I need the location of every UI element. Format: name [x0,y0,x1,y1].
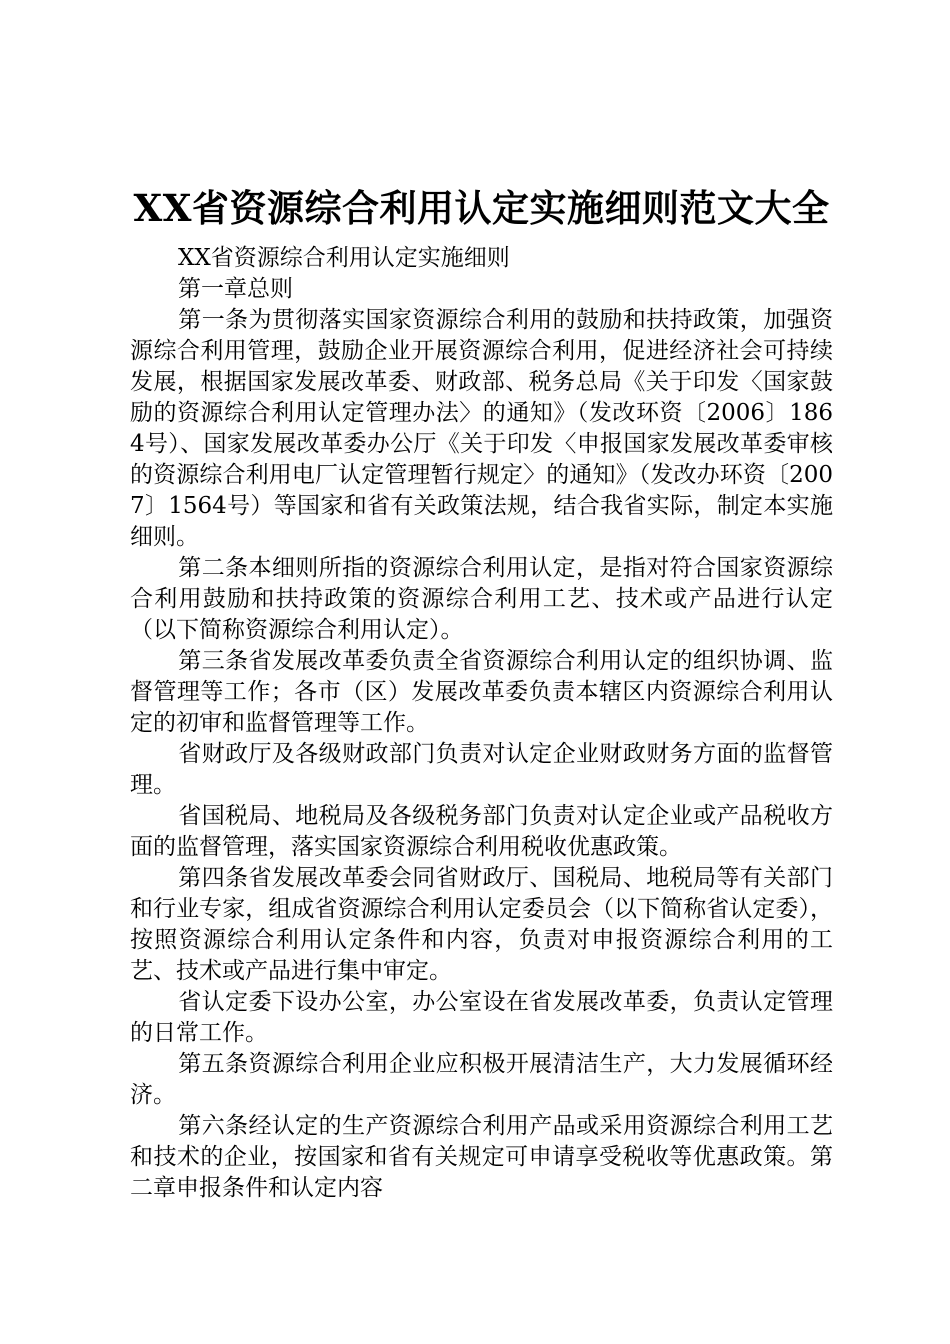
article-2-paragraph: 第二条本细则所指的资源综合利用认定，是指对符合国家资源综合利用鼓励和扶持政策的资源综合利用工艺、技术或产品进行认定（以下简称资源综合利用认定）。 [130,555,833,643]
chapter-heading: 第一章总则 [178,276,293,302]
finance-dept-paragraph: 省财政厅及各级财政部门负责对认定企业财政财务方面的监督管理。 [130,741,833,798]
article-6-paragraph: 第六条经认定的生产资源综合利用产品或采用资源综合利用工艺和技术的企业，按国家和省有关规定可申请享受税收等优惠政策。第二章申报条件和认定内容 [130,1113,833,1201]
document-page [130,183,833,1204]
document-title: XX省资源综合利用认定实施细则范文大全 [133,186,830,230]
article-3-paragraph: 第三条省发展改革委负责全省资源综合利用认定的组织协调、监督管理等工作；各市（区）发展改革委负责本辖区内资源综合利用认定的初审和监督管理等工作。 [130,648,833,736]
tax-bureau-paragraph: 省国税局、地税局及各级税务部门负责对认定企业或产品税收方面的监督管理，落实国家资源综合利用税收优惠政策。 [130,803,833,860]
article-5-paragraph: 第五条资源综合利用企业应积极开展清洁生产，大力发展循环经济。 [130,1051,833,1108]
article-1-paragraph: 第一条为贯彻落实国家资源综合利用的鼓励和扶持政策，加强资源综合利用管理，鼓励企业开展资源综合利用，促进经济社会可持续发展，根据国家发展改革委、财政部、税务总局《关于印发〈国家鼓励的资源综合利用认定管理办法〉的通知》（发改环资〔2006〕1864号）、国家发展改革委办公厅《关于印发〈申报国家发展改革委审核的资源综合利用电厂认定管理暂行规定〉的通知》（发改办环资〔2007〕1564号）等国家和省有关政策法规，结合我省实际，制定本实施细则。 [130,307,833,550]
document-subtitle: XX省资源综合利用认定实施细则 [178,245,510,271]
office-paragraph: 省认定委下设办公室，办公室设在省发展改革委，负责认定管理的日常工作。 [130,989,833,1046]
article-4-paragraph: 第四条省发展改革委会同省财政厅、国税局、地税局等有关部门和行业专家，组成省资源综合利用认定委员会（以下简称省认定委），按照资源综合利用认定条件和内容，负责对申报资源综合利用的工艺、技术或产品进行集中审定。 [130,865,833,984]
